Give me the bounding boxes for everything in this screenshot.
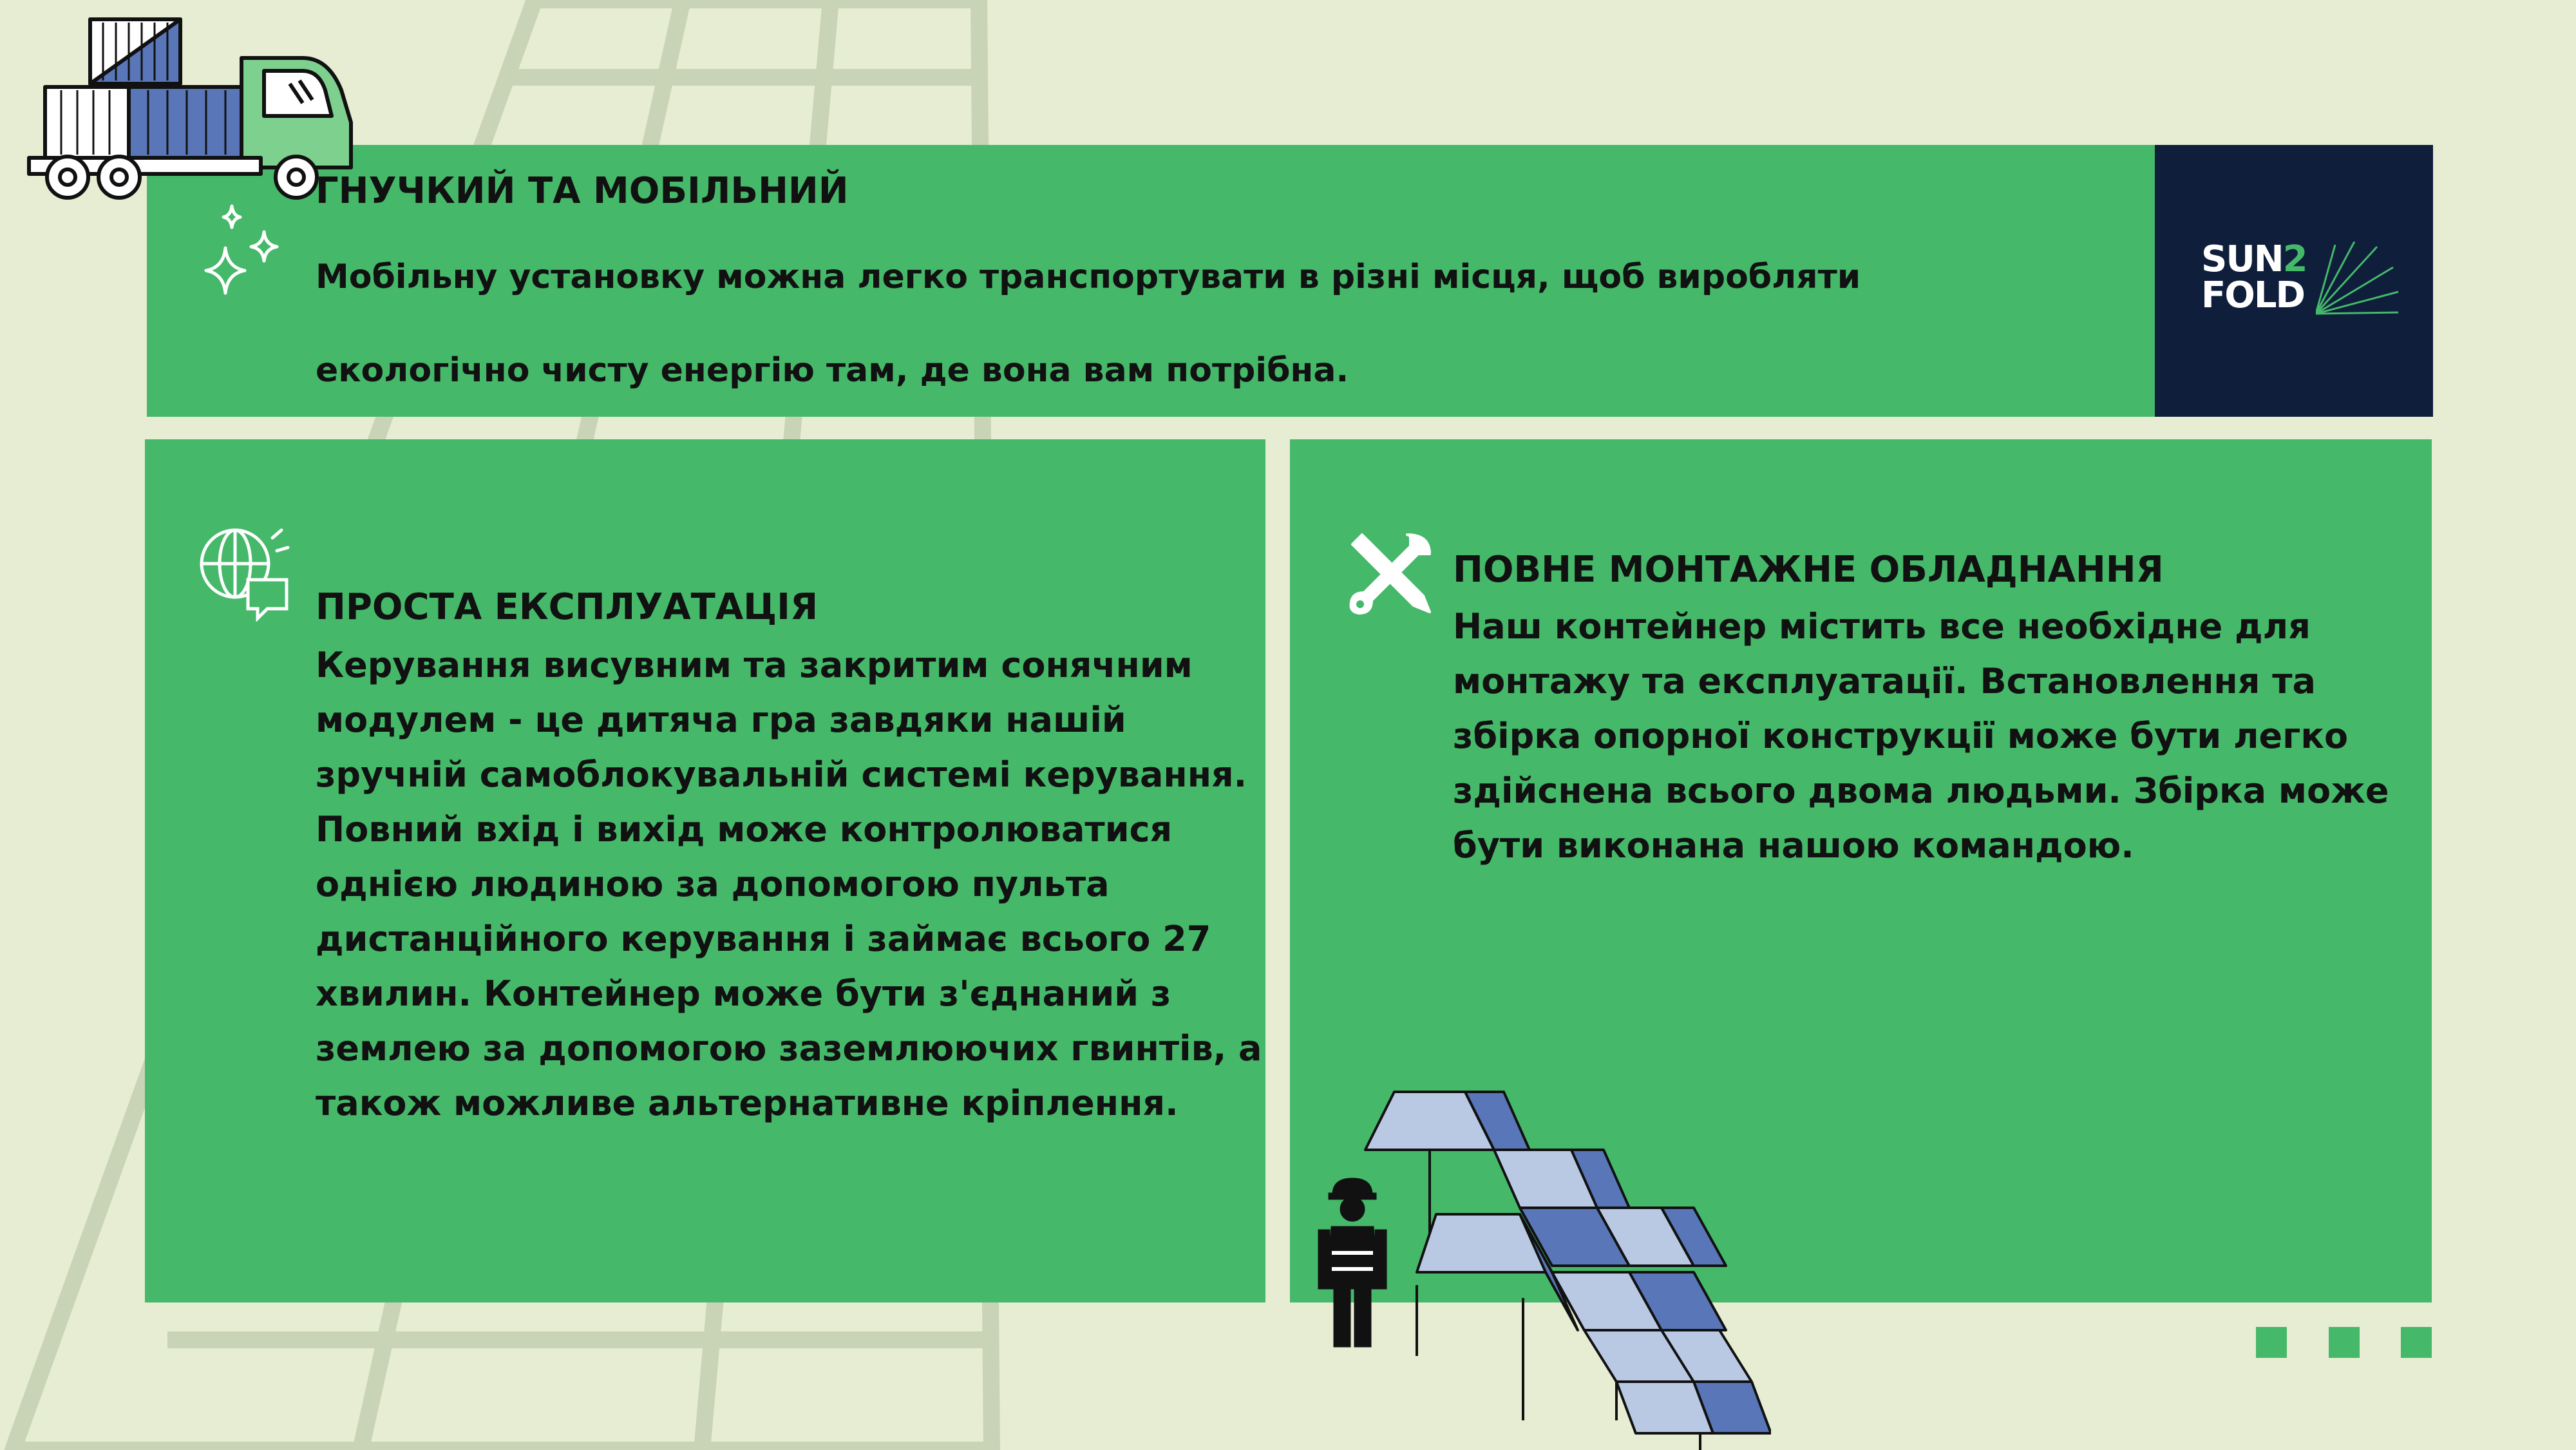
decor-square-3 <box>2401 1327 2432 1358</box>
sparkle-icon <box>196 203 287 300</box>
tools-icon <box>1346 528 1436 618</box>
truck-icon <box>26 13 361 206</box>
logo-two: 2 <box>2282 238 2307 280</box>
solar-panels-icon <box>1359 1085 1771 1450</box>
decor-square-1 <box>2256 1327 2287 1358</box>
decor-square-2 <box>2329 1327 2360 1358</box>
logo-wordmark <box>2201 238 2307 316</box>
full-mounting-title: ПОВНЕ МОНТАЖНЕ ОБЛАДНАННЯ <box>1453 549 2164 591</box>
sun2fold-logo <box>2155 145 2433 417</box>
sunburst-icon <box>2316 242 2400 319</box>
easy-operation-body: Керування висувним та закритим сонячним модулем - це дитяча гра завдяки нашій зручній самоблокувальній системі керування. Повний вхід і вихід може контролюватися однією людиною за допомогою пульта дистанційного керування і займає всього 27 хвилин. Контейнер може бути з'єднаний з землею за допомогою заземлюючих гвинтів, а також можливе альтернативне кріплення. <box>316 645 1262 1123</box>
full-mounting-body: Наш контейнер містить все необхідне для монтажу та експлуатації. Встановлення та збірка опорної конструкції може бути легко здійснена всього двома людьми. Збірка може бути виконана нашою командою. <box>1453 606 2389 866</box>
flexible-mobile-line2: екологічно чисту енергію там, де вона вам потрібна. <box>316 351 1349 390</box>
flexible-mobile-line1: Мобільну установку можна легко транспортувати в різні місця, щоб виробляти <box>316 258 1861 296</box>
globe-chat-icon <box>196 525 293 622</box>
flexible-mobile-title: ГНУЧКИЙ ТА МОБІЛЬНИЙ <box>316 170 849 212</box>
easy-operation-title: ПРОСТА ЕКСПЛУАТАЦІЯ <box>316 586 819 628</box>
logo-fold: FOLD <box>2201 274 2305 316</box>
logo-sun: SUN <box>2201 238 2283 280</box>
